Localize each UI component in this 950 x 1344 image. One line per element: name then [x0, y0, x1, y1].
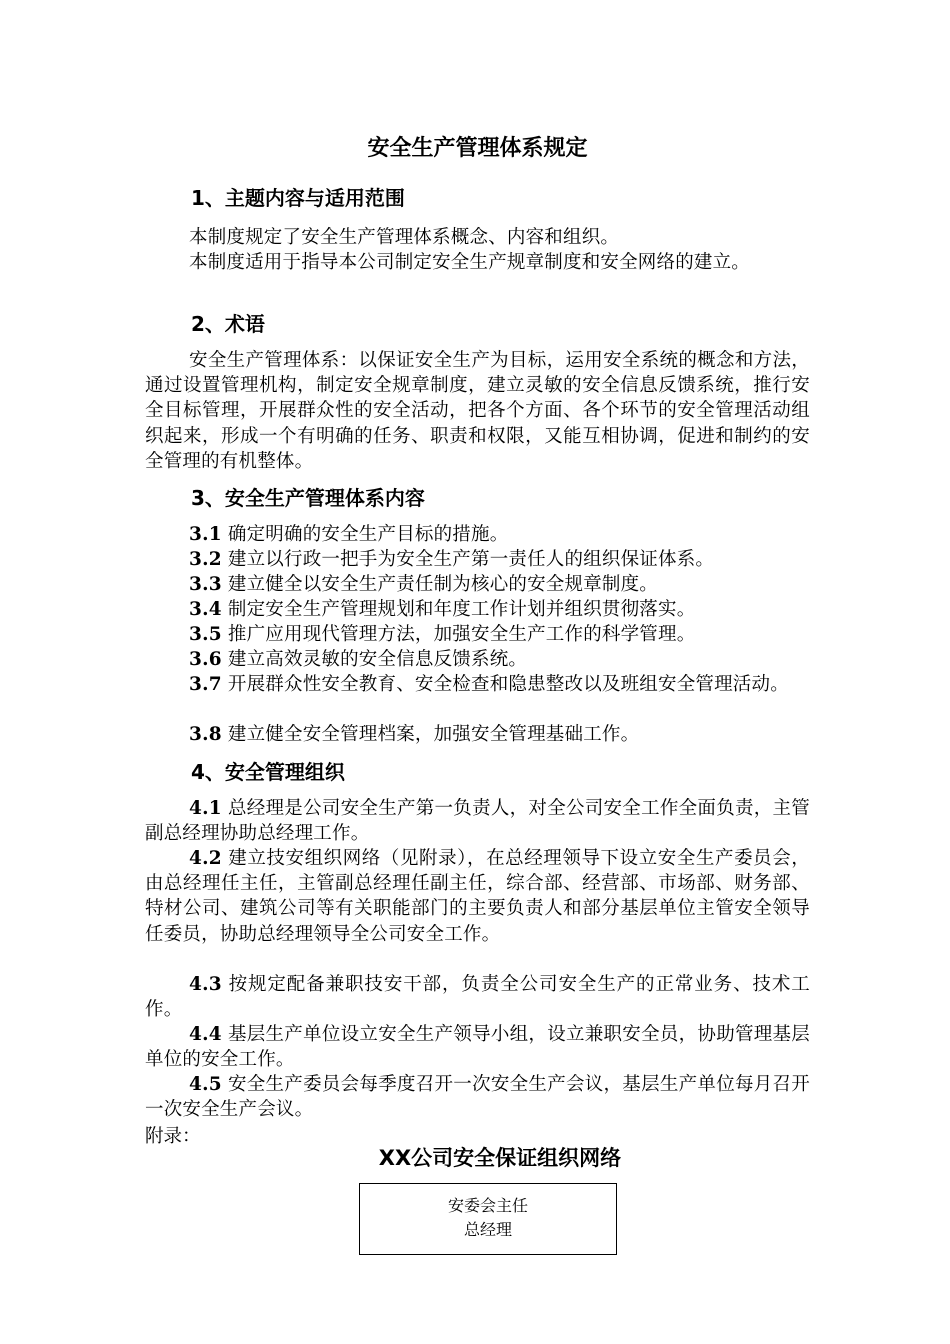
clause-number: 3.8	[189, 724, 222, 745]
section-1-paragraph-1	[145, 225, 810, 250]
section-heading-2: 2、术语	[191, 312, 265, 336]
section-heading-4: 4、安全管理组织	[191, 760, 345, 784]
clause-text: 按规定配备兼职技安干部，负责全公司安全生产的正常业务、技术工作。	[145, 974, 810, 1021]
paragraph-text: 本制度规定了安全生产管理体系概念、内容和组织。	[189, 227, 620, 248]
document-title: 安全生产管理体系规定	[367, 136, 588, 161]
clause-number: 4.1	[189, 798, 222, 819]
network-title: XX公司安全保证组织网络	[378, 1146, 622, 1170]
clause-number: 3.6	[189, 649, 222, 670]
clause-number: 4.5	[189, 1074, 222, 1095]
clause-text: 基层生产单位设立安全生产领导小组，设立兼职安全员，协助管理基层单位的安全工作。	[145, 1024, 811, 1071]
section-2-paragraph-1	[145, 348, 810, 474]
clause-number: 3.1	[189, 524, 222, 545]
clause-text: 建立高效灵敏的安全信息反馈系统。	[227, 649, 528, 670]
appendix-label: 附录：	[145, 1126, 201, 1147]
paragraph-text: 安全生产管理体系：以保证安全生产为目标，运用安全系统的概念和方法，通过设置管理机构，制定安全规章制度，建立灵敏的安全信息反馈系统，推行安全目标管理，开展群众性的安全活动，把各个方面、各个环节的安全管理活动组织起来，形成一个有明确的任务、职责和权限，又能互相协调，促进和制约的安全管理的有机整体。	[145, 350, 810, 472]
clause-text: 总经理是公司安全生产第一负责人，对全公司安全工作全面负责，主管副总经理协助总经理工作。	[145, 798, 811, 845]
clause-text: 开展群众性安全教育、安全检查和隐患整改以及班组安全管理活动。	[227, 674, 789, 695]
clause-4-2	[145, 846, 810, 947]
org-chart-box-committee-chair	[359, 1183, 617, 1255]
clause-4-3	[145, 972, 810, 1022]
section-1-paragraph-2	[145, 250, 810, 275]
clause-3-8	[145, 722, 810, 747]
clause-number: 3.4	[189, 599, 222, 620]
clause-3-7	[145, 672, 810, 697]
section-heading-1: 1、主题内容与适用范围	[191, 186, 405, 210]
org-box-person: 总经理	[463, 1220, 512, 1239]
clause-number: 3.2	[189, 549, 222, 570]
clause-4-5	[145, 1072, 810, 1122]
paragraph-text: 本制度适用于指导本公司制定安全生产规章制度和安全网络的建立。	[189, 252, 751, 273]
clause-text: 安全生产委员会每季度召开一次安全生产会议，基层生产单位每月召开一次安全生产会议。	[145, 1074, 811, 1121]
clause-3-4	[145, 597, 810, 622]
clause-number: 3.3	[189, 574, 222, 595]
clause-text: 建立健全以安全生产责任制为核心的安全规章制度。	[227, 574, 658, 595]
clause-number: 3.5	[189, 624, 222, 645]
clause-3-2	[145, 547, 810, 572]
clause-text: 建立健全安全管理档案，加强安全管理基础工作。	[227, 724, 640, 745]
clause-text: 推广应用现代管理方法，加强安全生产工作的科学管理。	[227, 624, 696, 645]
clause-3-1	[145, 522, 810, 547]
clause-number: 4.2	[189, 848, 222, 869]
clause-number: 4.3	[189, 974, 222, 995]
clause-text: 确定明确的安全生产目标的措施。	[227, 524, 509, 545]
clause-3-5	[145, 622, 810, 647]
clause-text: 建立技安组织网络（见附录），在总经理领导下设立安全生产委员会，由总经理任主任，主管副总经理任副主任，综合部、经营部、市场部、财务部、特材公司、建筑公司等有关职能部门的主要负责人和部分基层单位主管安全领导任委员，协助总经理领导全公司安全工作。	[145, 848, 810, 945]
clause-3-6	[145, 647, 810, 672]
clause-4-1	[145, 796, 810, 846]
clause-3-3	[145, 572, 810, 597]
clause-text: 建立以行政一把手为安全生产第一责任人的组织保证体系。	[227, 549, 715, 570]
clause-number: 4.4	[189, 1024, 222, 1045]
clause-number: 3.7	[189, 674, 222, 695]
section-heading-3: 3、安全生产管理体系内容	[191, 486, 425, 510]
clause-4-4	[145, 1022, 810, 1072]
org-box-role: 安委会主任	[447, 1196, 528, 1215]
clause-text: 制定安全生产管理规划和年度工作计划并组织贯彻落实。	[227, 599, 696, 620]
